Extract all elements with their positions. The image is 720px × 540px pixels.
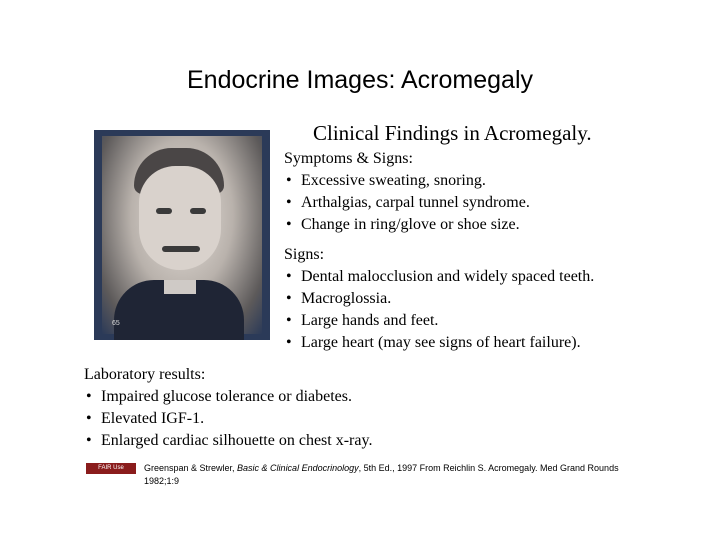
citation-text — [144, 462, 624, 488]
lab-item: • Enlarged cardiac silhouette on chest x-ray. — [84, 430, 372, 452]
fair-use-badge[interactable]: FAIR Use — [86, 463, 136, 474]
lab-results-heading: Laboratory results: — [84, 366, 206, 383]
photo-left-eye — [156, 208, 172, 214]
citation-authors: Greenspan & Strewler, — [144, 463, 238, 473]
photo-collar — [164, 280, 196, 294]
clinical-findings-title: Clinical Findings in Acromegaly. — [313, 121, 592, 145]
signs-heading: Signs: — [284, 246, 325, 263]
symptoms-section — [284, 148, 530, 236]
photo-number: 65 — [112, 320, 120, 327]
lab-item: • Elevated IGF-1. — [84, 408, 372, 430]
photo-face — [139, 166, 221, 270]
sign-item: • Macroglossia. — [284, 288, 594, 310]
lab-item: • Impaired glucose tolerance or diabetes. — [84, 386, 372, 408]
symptoms-heading: Symptoms & Signs: — [284, 150, 413, 167]
citation — [86, 462, 624, 488]
citation-book: Basic & Clinical Endocrinology — [237, 463, 359, 473]
photo-mouth — [162, 246, 200, 252]
sign-item: • Dental malocclusion and widely spaced teeth. — [284, 266, 594, 288]
sign-item: • Large heart (may see signs of heart failure). — [284, 332, 594, 354]
citation-rest: , 5th Ed., 1997 From Reichlin S. Acromegaly. Med Grand Rounds 1982;1:9 — [144, 463, 619, 486]
patient-photo — [94, 130, 270, 340]
sign-item: • Large hands and feet. — [284, 310, 594, 332]
symptom-item: • Arthalgias, carpal tunnel syndrome. — [284, 192, 530, 214]
signs-section — [284, 244, 594, 354]
slide-title: Endocrine Images: Acromegaly — [186, 66, 533, 94]
symptom-item: • Excessive sweating, snoring. — [284, 170, 530, 192]
lab-results-section — [84, 364, 372, 452]
photo-right-eye — [190, 208, 206, 214]
symptom-item: • Change in ring/glove or shoe size. — [284, 214, 530, 236]
